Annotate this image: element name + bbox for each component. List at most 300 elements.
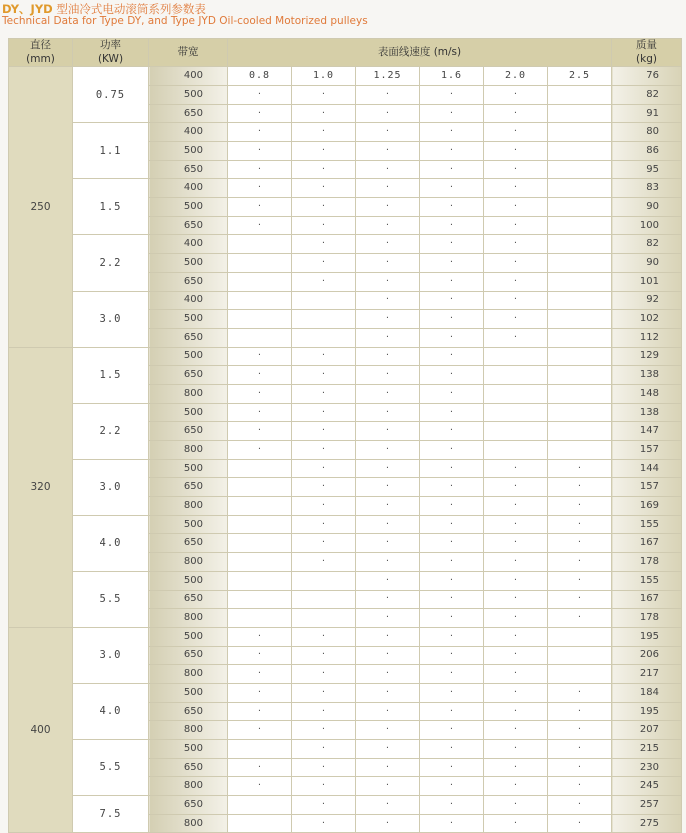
mass-cell: 215: [612, 740, 682, 759]
speed-header-cell: 1.0: [292, 67, 356, 86]
width-cell: 400: [149, 123, 228, 142]
speed-mark-cell: ·: [420, 665, 484, 684]
width-cell: 500: [149, 198, 228, 217]
speed-mark-cell: ·: [292, 814, 356, 833]
speed-mark-cell: ·: [548, 721, 612, 740]
speed-mark-cell: ·: [228, 347, 292, 366]
speed-mark-cell: [548, 272, 612, 291]
speed-mark-cell: ·: [420, 403, 484, 422]
mass-cell: 80: [612, 123, 682, 142]
speed-mark-cell: ·: [356, 571, 420, 590]
mass-cell: 195: [612, 627, 682, 646]
speed-mark-cell: [548, 85, 612, 104]
mass-cell: 129: [612, 347, 682, 366]
width-cell: 800: [149, 384, 228, 403]
mass-cell: 95: [612, 160, 682, 179]
power-cell: 5.5: [73, 740, 149, 796]
table-row: [9, 291, 682, 310]
speed-mark-cell: [292, 291, 356, 310]
speed-mark-cell: ·: [356, 160, 420, 179]
speed-mark-cell: ·: [356, 683, 420, 702]
speed-mark-cell: ·: [292, 422, 356, 441]
mass-cell: 76: [612, 67, 682, 86]
speed-mark-cell: ·: [420, 478, 484, 497]
speed-mark-cell: [228, 534, 292, 553]
speed-mark-cell: [548, 310, 612, 329]
mass-cell: 101: [612, 272, 682, 291]
speed-mark-cell: ·: [228, 758, 292, 777]
speed-mark-cell: ·: [228, 665, 292, 684]
speed-mark-cell: ·: [420, 254, 484, 273]
speed-mark-cell: ·: [484, 814, 548, 833]
mass-cell: 206: [612, 646, 682, 665]
speed-mark-cell: ·: [420, 441, 484, 460]
width-cell: 650: [149, 702, 228, 721]
speed-mark-cell: ·: [228, 179, 292, 198]
power-cell: 0.75: [73, 67, 149, 123]
speed-mark-cell: [292, 328, 356, 347]
speed-mark-cell: ·: [484, 553, 548, 572]
speed-mark-cell: ·: [228, 702, 292, 721]
speed-header-cell: 2.0: [484, 67, 548, 86]
mass-cell: 148: [612, 384, 682, 403]
speed-mark-cell: ·: [356, 441, 420, 460]
speed-mark-cell: ·: [420, 142, 484, 161]
speed-mark-cell: ·: [484, 609, 548, 628]
width-cell: 400: [149, 179, 228, 198]
speed-mark-cell: ·: [356, 403, 420, 422]
speed-mark-cell: [484, 422, 548, 441]
speed-mark-cell: ·: [356, 478, 420, 497]
speed-mark-cell: ·: [484, 198, 548, 217]
header-mass: [612, 39, 682, 67]
speed-mark-cell: ·: [228, 366, 292, 385]
speed-mark-cell: ·: [292, 777, 356, 796]
speed-mark-cell: ·: [228, 104, 292, 123]
speed-mark-cell: [228, 553, 292, 572]
speed-mark-cell: ·: [356, 235, 420, 254]
speed-mark-cell: ·: [484, 104, 548, 123]
table-row: [9, 235, 682, 254]
width-cell: 500: [149, 403, 228, 422]
speed-mark-cell: ·: [292, 123, 356, 142]
power-cell: 1.5: [73, 347, 149, 403]
speed-mark-cell: [548, 328, 612, 347]
speed-mark-cell: ·: [420, 515, 484, 534]
mass-cell: 157: [612, 441, 682, 460]
table-row: [9, 515, 682, 534]
speed-mark-cell: [228, 740, 292, 759]
speed-mark-cell: ·: [292, 534, 356, 553]
speed-mark-cell: ·: [292, 403, 356, 422]
speed-mark-cell: ·: [356, 721, 420, 740]
speed-mark-cell: ·: [356, 627, 420, 646]
speed-mark-cell: ·: [356, 384, 420, 403]
speed-mark-cell: ·: [484, 683, 548, 702]
speed-mark-cell: ·: [356, 758, 420, 777]
diameter-cell: 320: [9, 347, 73, 627]
mass-cell: 82: [612, 235, 682, 254]
mass-cell: 100: [612, 216, 682, 235]
mass-cell: 144: [612, 459, 682, 478]
speed-mark-cell: ·: [484, 497, 548, 516]
speed-mark-cell: ·: [420, 534, 484, 553]
speed-mark-cell: ·: [484, 534, 548, 553]
speed-mark-cell: ·: [292, 85, 356, 104]
header-row: [9, 39, 682, 67]
table-row: [9, 683, 682, 702]
speed-mark-cell: [228, 235, 292, 254]
speed-mark-cell: ·: [228, 721, 292, 740]
width-cell: 650: [149, 328, 228, 347]
width-cell: 500: [149, 310, 228, 329]
speed-mark-cell: ·: [228, 160, 292, 179]
table-row: [9, 347, 682, 366]
speed-mark-cell: ·: [356, 366, 420, 385]
width-cell: 500: [149, 347, 228, 366]
table-row: [9, 627, 682, 646]
speed-mark-cell: ·: [420, 609, 484, 628]
speed-mark-cell: ·: [356, 422, 420, 441]
speed-mark-cell: ·: [420, 459, 484, 478]
mass-cell: 102: [612, 310, 682, 329]
width-cell: 650: [149, 478, 228, 497]
speed-mark-cell: ·: [420, 198, 484, 217]
speed-mark-cell: [548, 179, 612, 198]
speed-mark-cell: ·: [356, 328, 420, 347]
title-english: Technical Data for Type DY, and Type JYD Oil-cooled Motorized pulleys: [2, 15, 368, 27]
mass-cell: 83: [612, 179, 682, 198]
speed-mark-cell: ·: [228, 422, 292, 441]
speed-mark-cell: ·: [356, 740, 420, 759]
speed-mark-cell: ·: [420, 777, 484, 796]
speed-mark-cell: [548, 422, 612, 441]
speed-mark-cell: ·: [484, 179, 548, 198]
header-power-label: 功率: [100, 39, 121, 51]
speed-mark-cell: ·: [356, 216, 420, 235]
mass-cell: 91: [612, 104, 682, 123]
width-cell: 650: [149, 104, 228, 123]
speed-mark-cell: [228, 291, 292, 310]
speed-mark-cell: ·: [228, 142, 292, 161]
speed-mark-cell: ·: [548, 571, 612, 590]
mass-cell: 257: [612, 796, 682, 815]
speed-mark-cell: ·: [292, 216, 356, 235]
speed-mark-cell: ·: [420, 721, 484, 740]
width-cell: 650: [149, 216, 228, 235]
speed-mark-cell: ·: [484, 235, 548, 254]
width-cell: 650: [149, 366, 228, 385]
speed-mark-cell: [484, 441, 548, 460]
speed-mark-cell: [548, 216, 612, 235]
speed-mark-cell: [292, 609, 356, 628]
speed-mark-cell: ·: [484, 665, 548, 684]
speed-mark-cell: ·: [484, 160, 548, 179]
width-cell: 800: [149, 609, 228, 628]
speed-mark-cell: [292, 571, 356, 590]
speed-mark-cell: [228, 515, 292, 534]
table-row: [9, 571, 682, 590]
speed-mark-cell: ·: [356, 310, 420, 329]
speed-mark-cell: ·: [420, 422, 484, 441]
speed-mark-cell: [228, 478, 292, 497]
speed-mark-cell: ·: [548, 814, 612, 833]
speed-mark-cell: ·: [292, 254, 356, 273]
speed-mark-cell: ·: [356, 85, 420, 104]
speed-mark-cell: [228, 272, 292, 291]
speed-mark-cell: [228, 590, 292, 609]
speed-mark-cell: ·: [420, 85, 484, 104]
speed-mark-cell: ·: [292, 646, 356, 665]
speed-mark-cell: ·: [420, 384, 484, 403]
speed-mark-cell: ·: [484, 123, 548, 142]
width-cell: 500: [149, 683, 228, 702]
speed-mark-cell: ·: [420, 571, 484, 590]
mass-cell: 230: [612, 758, 682, 777]
mass-cell: 167: [612, 590, 682, 609]
speed-mark-cell: ·: [484, 721, 548, 740]
speed-mark-cell: ·: [484, 216, 548, 235]
speed-mark-cell: [484, 384, 548, 403]
width-cell: 500: [149, 571, 228, 590]
speed-mark-cell: ·: [356, 179, 420, 198]
speed-mark-cell: ·: [420, 291, 484, 310]
speed-mark-cell: [548, 441, 612, 460]
header-mass-unit: (kg): [636, 52, 657, 65]
power-cell: 4.0: [73, 515, 149, 571]
speed-mark-cell: [548, 142, 612, 161]
width-cell: 500: [149, 515, 228, 534]
speed-mark-cell: ·: [356, 777, 420, 796]
width-cell: 800: [149, 665, 228, 684]
speed-mark-cell: ·: [356, 254, 420, 273]
header-speed: 表面线速度 (m/s): [228, 39, 612, 67]
speed-mark-cell: ·: [356, 814, 420, 833]
speed-mark-cell: ·: [228, 777, 292, 796]
width-cell: 650: [149, 534, 228, 553]
speed-mark-cell: ·: [292, 366, 356, 385]
width-cell: 500: [149, 85, 228, 104]
speed-mark-cell: ·: [228, 123, 292, 142]
speed-header-cell: 1.25: [356, 67, 420, 86]
speed-mark-cell: [228, 328, 292, 347]
speed-mark-cell: ·: [484, 142, 548, 161]
speed-mark-cell: [228, 814, 292, 833]
speed-mark-cell: ·: [292, 740, 356, 759]
speed-mark-cell: ·: [548, 740, 612, 759]
header-power-unit: (KW): [97, 52, 124, 65]
speed-mark-cell: [228, 497, 292, 516]
speed-mark-cell: [228, 571, 292, 590]
speed-mark-cell: ·: [356, 796, 420, 815]
speed-mark-cell: ·: [356, 609, 420, 628]
width-cell: 400: [149, 67, 228, 86]
speed-mark-cell: ·: [548, 515, 612, 534]
speed-mark-cell: ·: [420, 310, 484, 329]
speed-header-cell: 2.5: [548, 67, 612, 86]
speed-mark-cell: ·: [228, 403, 292, 422]
speed-mark-cell: ·: [228, 198, 292, 217]
speed-mark-cell: ·: [356, 497, 420, 516]
speed-mark-cell: ·: [292, 384, 356, 403]
speed-mark-cell: ·: [420, 590, 484, 609]
speed-mark-cell: ·: [292, 796, 356, 815]
header-diameter-label: 直径: [30, 39, 51, 51]
header-power: [73, 39, 149, 67]
width-cell: 500: [149, 459, 228, 478]
speed-mark-cell: ·: [420, 235, 484, 254]
speed-mark-cell: [548, 235, 612, 254]
speed-mark-cell: ·: [548, 534, 612, 553]
speed-mark-cell: [548, 291, 612, 310]
speed-mark-cell: ·: [484, 777, 548, 796]
speed-mark-cell: ·: [356, 590, 420, 609]
speed-mark-cell: ·: [484, 758, 548, 777]
mass-cell: 112: [612, 328, 682, 347]
speed-mark-cell: ·: [292, 758, 356, 777]
mass-cell: 82: [612, 85, 682, 104]
speed-mark-cell: ·: [228, 384, 292, 403]
spec-table-body: [9, 39, 682, 833]
width-cell: 650: [149, 796, 228, 815]
power-cell: 4.0: [73, 683, 149, 739]
mass-cell: 155: [612, 515, 682, 534]
speed-mark-cell: [548, 254, 612, 273]
speed-mark-cell: ·: [420, 553, 484, 572]
speed-mark-cell: ·: [548, 478, 612, 497]
power-cell: 5.5: [73, 571, 149, 627]
speed-mark-cell: ·: [484, 478, 548, 497]
diameter-cell: 400: [9, 627, 73, 833]
speed-mark-cell: ·: [484, 254, 548, 273]
mass-cell: 178: [612, 553, 682, 572]
mass-cell: 90: [612, 198, 682, 217]
speed-mark-cell: ·: [484, 85, 548, 104]
speed-mark-cell: ·: [420, 328, 484, 347]
speed-mark-cell: [548, 665, 612, 684]
mass-cell: 178: [612, 609, 682, 628]
speed-mark-cell: ·: [548, 497, 612, 516]
width-cell: 500: [149, 740, 228, 759]
speed-mark-cell: ·: [420, 216, 484, 235]
speed-mark-cell: ·: [420, 758, 484, 777]
speed-mark-cell: ·: [356, 142, 420, 161]
speed-mark-cell: ·: [228, 216, 292, 235]
width-cell: 800: [149, 814, 228, 833]
speed-mark-cell: [484, 366, 548, 385]
width-cell: 650: [149, 758, 228, 777]
header-diameter: [9, 39, 73, 67]
speed-mark-cell: ·: [484, 646, 548, 665]
speed-mark-cell: ·: [548, 702, 612, 721]
speed-mark-cell: ·: [420, 179, 484, 198]
width-cell: 800: [149, 497, 228, 516]
speed-mark-cell: ·: [356, 272, 420, 291]
speed-mark-cell: ·: [356, 198, 420, 217]
speed-mark-cell: ·: [292, 497, 356, 516]
mass-cell: 207: [612, 721, 682, 740]
spec-table: [8, 38, 682, 833]
mass-cell: 138: [612, 403, 682, 422]
speed-mark-cell: [228, 459, 292, 478]
mass-cell: 155: [612, 571, 682, 590]
mass-cell: 245: [612, 777, 682, 796]
table-row: [9, 796, 682, 815]
header-width: [149, 39, 228, 67]
speed-mark-cell: ·: [420, 160, 484, 179]
speed-mark-cell: ·: [484, 328, 548, 347]
speed-mark-cell: ·: [228, 683, 292, 702]
speed-mark-cell: ·: [484, 590, 548, 609]
speed-header-cell: 0.8: [228, 67, 292, 86]
power-cell: 2.2: [73, 235, 149, 291]
speed-mark-cell: ·: [420, 272, 484, 291]
header-diameter-unit: (mm): [26, 52, 55, 65]
speed-mark-cell: ·: [484, 459, 548, 478]
header-width-label: 带宽: [177, 45, 199, 58]
width-cell: 500: [149, 627, 228, 646]
speed-mark-cell: ·: [420, 740, 484, 759]
width-cell: 650: [149, 422, 228, 441]
speed-mark-cell: ·: [484, 310, 548, 329]
speed-mark-cell: ·: [484, 291, 548, 310]
power-cell: 1.5: [73, 179, 149, 235]
speed-mark-cell: ·: [420, 796, 484, 815]
width-cell: 800: [149, 553, 228, 572]
power-cell: 3.0: [73, 291, 149, 347]
speed-mark-cell: ·: [548, 590, 612, 609]
mass-cell: 157: [612, 478, 682, 497]
speed-mark-cell: ·: [292, 627, 356, 646]
speed-header-cell: 1.6: [420, 67, 484, 86]
width-cell: 800: [149, 777, 228, 796]
speed-mark-cell: ·: [484, 272, 548, 291]
speed-mark-cell: [292, 310, 356, 329]
speed-mark-cell: [548, 366, 612, 385]
speed-mark-cell: ·: [548, 777, 612, 796]
speed-mark-cell: ·: [292, 160, 356, 179]
speed-mark-cell: ·: [292, 104, 356, 123]
mass-cell: 217: [612, 665, 682, 684]
table-row: [9, 123, 682, 142]
width-cell: 400: [149, 291, 228, 310]
speed-mark-cell: ·: [548, 683, 612, 702]
speed-mark-cell: ·: [484, 740, 548, 759]
speed-mark-cell: ·: [292, 142, 356, 161]
speed-mark-cell: ·: [484, 571, 548, 590]
speed-mark-cell: ·: [356, 347, 420, 366]
speed-mark-cell: ·: [420, 497, 484, 516]
speed-mark-cell: ·: [420, 347, 484, 366]
speed-mark-cell: ·: [484, 796, 548, 815]
speed-mark-cell: ·: [420, 104, 484, 123]
speed-mark-cell: [292, 590, 356, 609]
speed-mark-cell: ·: [356, 104, 420, 123]
speed-mark-cell: ·: [420, 627, 484, 646]
mass-cell: 275: [612, 814, 682, 833]
speed-mark-cell: [548, 160, 612, 179]
speed-mark-cell: ·: [548, 758, 612, 777]
speed-mark-cell: [548, 627, 612, 646]
speed-mark-cell: ·: [292, 179, 356, 198]
speed-mark-cell: ·: [548, 609, 612, 628]
speed-mark-cell: ·: [292, 459, 356, 478]
speed-mark-cell: [548, 384, 612, 403]
speed-mark-cell: ·: [356, 291, 420, 310]
power-cell: 3.0: [73, 627, 149, 683]
speed-mark-cell: [484, 347, 548, 366]
table-row: [9, 403, 682, 422]
